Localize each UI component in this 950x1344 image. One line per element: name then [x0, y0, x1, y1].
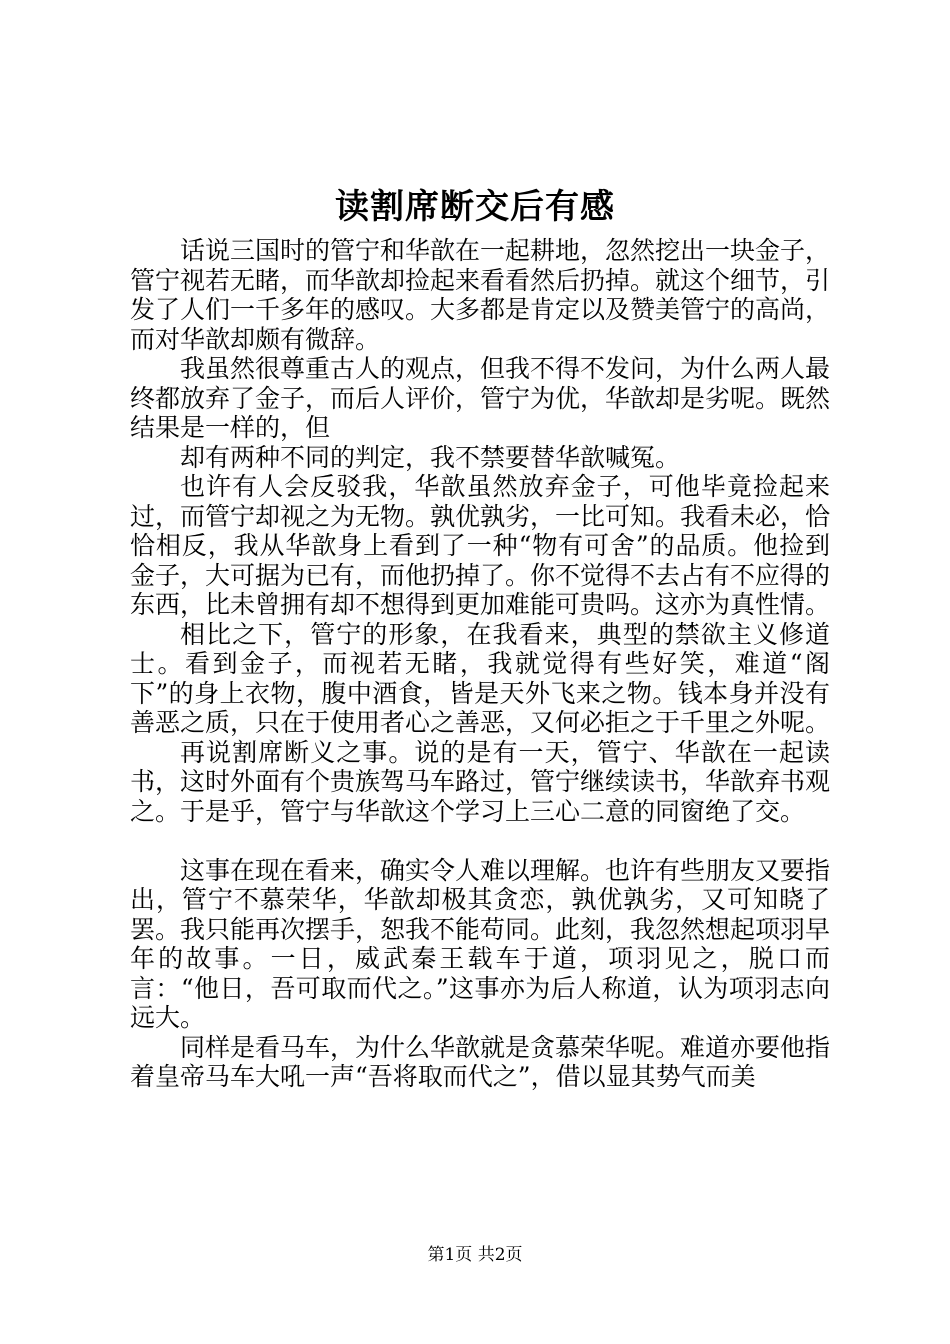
paragraph: 相比之下，管宁的形象，在我看来，典型的禁欲主义修道士。看到金子，而视若无睹，我就觉得有些好笑，难道“阁下”的身上衣物，腹中酒食，皆是天外飞来之物。钱本身并没有善恶之质，只在于使用者心之善恶，又何必拒之于千里之外呢。 — [130, 619, 831, 737]
page-footer: 第1页 共2页 — [427, 1245, 523, 1265]
paragraph: 同样是看马车，为什么华歆就是贪慕荣华呢。难道亦要他指着皇帝马车大吼一声“吾将取而代之”，借以显其势气而美 — [130, 1032, 831, 1091]
paragraph: 也许有人会反驳我，华歆虽然放弃金子，可他毕竟捡起来过，而管宁却视之为无物。孰优孰劣，一比可知。我看未必，恰恰相反，我从华歆身上看到了一种“物有可舍”的品质。他捡到金子，大可据为已有，而他扔掉了。你不觉得不去占有不应得的东西，比未曾拥有却不想得到更加难能可贵吗。这亦为真性情。 — [130, 472, 831, 619]
document-title: 读割席断交后有感 — [335, 187, 615, 227]
paragraph: 话说三国时的管宁和华歆在一起耕地，忽然挖出一块金子，管宁视若无睹，而华歆却捡起来看看然后扔掉。就这个细节，引发了人们一千多年的感叹。大多都是肯定以及赞美管宁的高尚，而对华歆却颇有微辞。 — [130, 236, 831, 354]
document-body — [130, 236, 830, 1092]
paragraph: 却有两种不同的判定，我不禁要替华歆喊冤。 — [180, 442, 681, 472]
paragraph: 这事在现在看来，确实令人难以理解。也许有些朋友又要指出，管宁不慕荣华，华歆却极其贪恋，孰优孰劣，又可知晓了罢。我只能再次摆手，恕我不能苟同。此刻，我忽然想起项羽早年的故事。一日，威武秦王载车于道，项羽见之，脱口而言：“他日，吾可取而代之。”这事亦为后人称道，认为项羽志向远大。 — [130, 855, 831, 1032]
paragraph: 我虽然很尊重古人的观点，但我不得不发问，为什么两人最终都放弃了金子，而后人评价，管宁为优，华歆却是劣呢。既然结果是一样的，但 — [130, 354, 831, 442]
paragraph: 再说割席断义之事。说的是有一天，管宁、华歆在一起读书，这时外面有个贵族驾马车路过，管宁继续读书，华歆弃书观之。于是乎，管宁与华歆这个学习上三心二意的同窗绝了交。 — [130, 737, 831, 826]
